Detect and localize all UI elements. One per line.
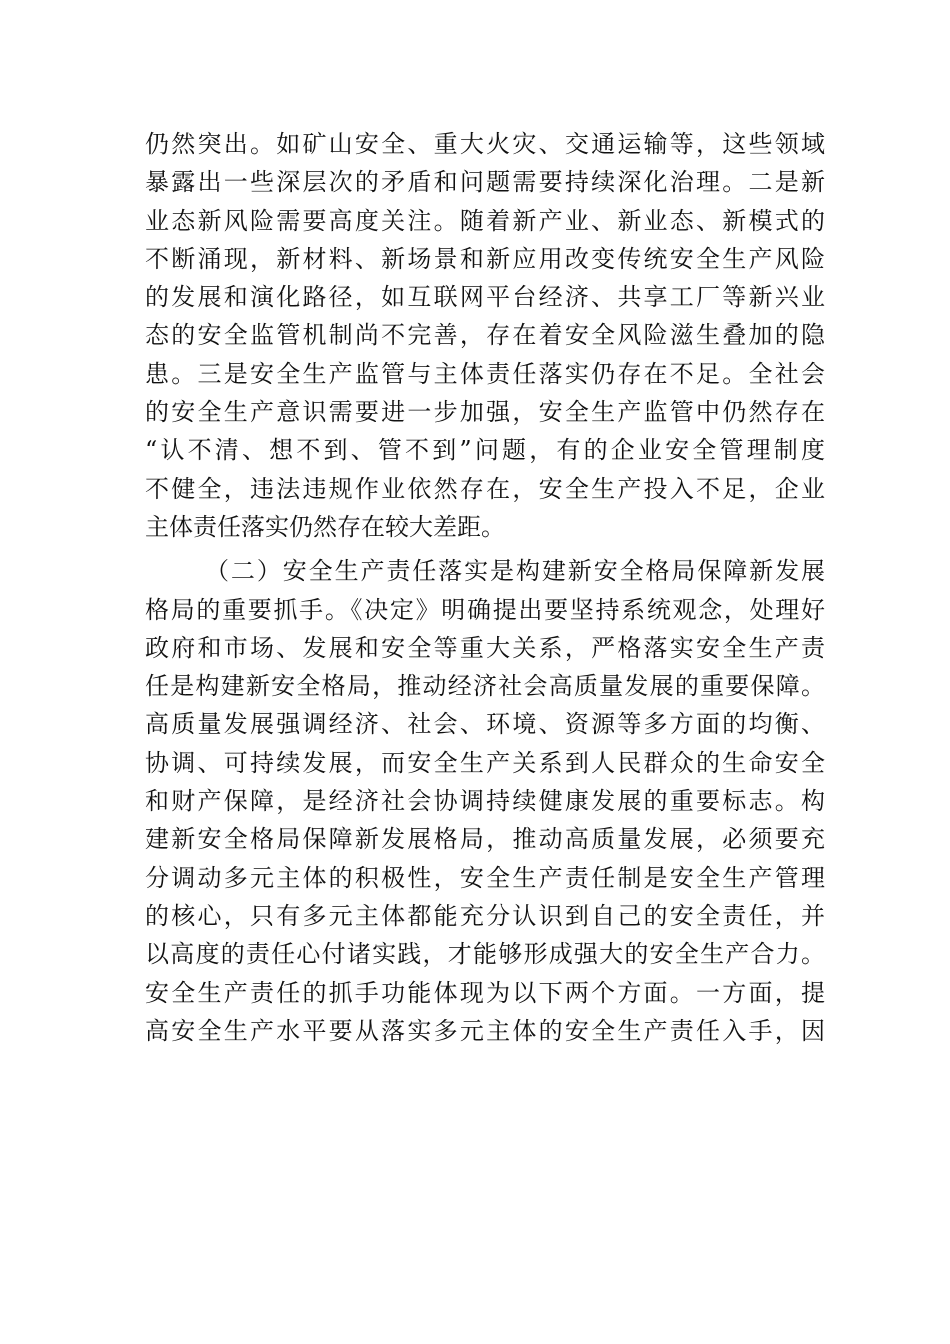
text-line: 的发展和演化路径，如互联网平台经济、共享工厂等新兴业 — [145, 283, 825, 312]
text-line: “认不清、想不到、管不到”问题，有的企业安全管理制度 — [145, 436, 825, 465]
paragraph-1 — [145, 125, 825, 546]
text-line: 业态新风险需要高度关注。随着新产业、新业态、新模式的 — [145, 206, 825, 235]
text-line: 态的安全监管机制尚不完善，存在着安全风险滋生叠加的隐 — [145, 321, 825, 350]
text-line: 协调、可持续发展，而安全生产关系到人民群众的生命安全 — [145, 748, 825, 777]
text-line: 分调动多元主体的积极性，安全生产责任制是安全生产管理 — [145, 863, 825, 892]
text-line: 任是构建新安全格局，推动经济社会高质量发展的重要保障。 — [145, 672, 825, 701]
text-line: 和财产保障，是经济社会协调持续健康发展的重要标志。构 — [145, 787, 825, 816]
text-line: 仍然突出。如矿山安全、重大火灾、交通运输等，这些领域 — [145, 130, 825, 158]
text-line: 不健全，违法违规作业依然存在，安全生产投入不足，企业 — [145, 474, 825, 503]
text-line: 患。三是安全生产监管与主体责任落实仍存在不足。全社会 — [145, 359, 825, 388]
text-line: 高质量发展强调经济、社会、环境、资源等多方面的均衡、 — [145, 710, 825, 739]
text-line: 格局的重要抓手。《决定》明确提出要坚持系统观念，处理好 — [145, 595, 825, 624]
text-line: 以高度的责任心付诸实践，才能够形成强大的安全生产合力。 — [145, 940, 825, 969]
text-line: 主体责任落实仍然存在较大差距。 — [145, 512, 505, 541]
text-line: 安全生产责任的抓手功能体现为以下两个方面。一方面，提 — [145, 978, 825, 1007]
text-line: 政府和市场、发展和安全等重大关系，严格落实安全生产责 — [145, 633, 825, 662]
text-line: 的核心，只有多元主体都能充分认识到自己的安全责任，并 — [145, 901, 825, 930]
text-line: 高安全生产水平要从落实多元主体的安全生产责任入手，因 — [145, 1016, 825, 1045]
text-line: （二）安全生产责任落实是构建新安全格局保障新发展 — [205, 557, 825, 586]
text-line: 建新安全格局保障新发展格局，推动高质量发展，必须要充 — [145, 825, 825, 854]
text-line: 的安全生产意识需要进一步加强，安全生产监管中仍然存在 — [145, 398, 825, 427]
paragraph-2 — [145, 552, 825, 1050]
body-text — [145, 125, 825, 1050]
text-line: 暴露出一些深层次的矛盾和问题需要持续深化治理。二是新 — [145, 168, 825, 197]
text-line: 不断涌现，新材料、新场景和新应用改变传统安全生产风险 — [145, 244, 825, 273]
